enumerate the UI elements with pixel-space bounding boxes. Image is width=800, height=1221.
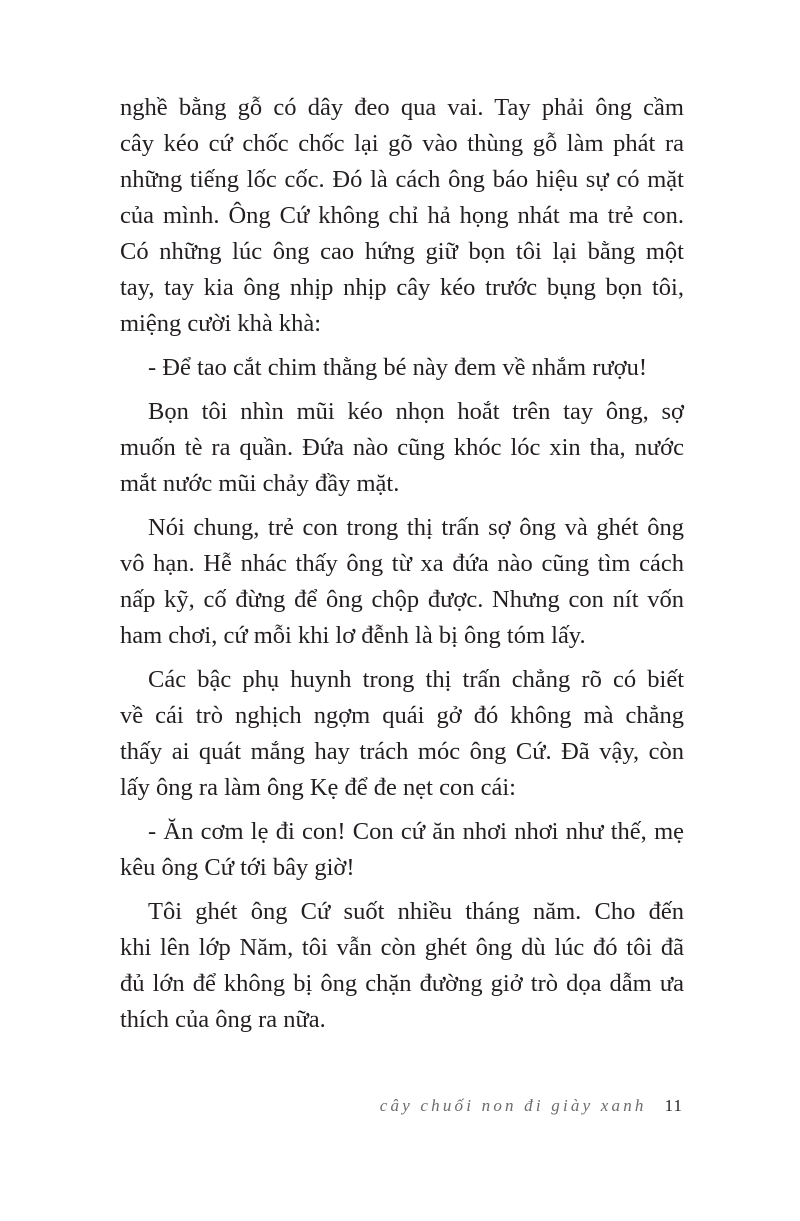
text-line: Bọn tôi nhìn mũi kéo nhọn hoắt trên tay ông, sợ bbox=[148, 398, 684, 425]
text-line: những tiếng lốc cốc. Đó là cách ông báo hiệu sự có mặt bbox=[120, 166, 684, 193]
text-line: của mình. Ông Cứ không chỉ hả họng nhát ma trẻ con. bbox=[120, 202, 684, 229]
page-number: 11 bbox=[664, 1096, 683, 1115]
text-line: muốn tè ra quần. Đứa nào cũng khóc lóc xin tha, nước bbox=[120, 434, 684, 461]
paragraph bbox=[120, 662, 684, 806]
text-line: Có những lúc ông cao hứng giữ bọn tôi lại bằng một bbox=[120, 238, 684, 265]
paragraph bbox=[120, 894, 684, 1038]
running-footer bbox=[380, 1096, 683, 1116]
text-line: đủ lớn để không bị ông chặn đường giở trò dọa dẫm ưa bbox=[120, 970, 684, 997]
text-line: vô hạn. Hễ nhác thấy ông từ xa đứa nào cũng tìm cách bbox=[120, 550, 684, 577]
text-line: nghề bằng gỗ có dây đeo qua vai. Tay phải ông cầm bbox=[120, 94, 684, 121]
text-line: lấy ông ra làm ông Kẹ để đe nẹt con cái: bbox=[120, 774, 516, 801]
text-line: thích của ông ra nữa. bbox=[120, 1006, 326, 1033]
paragraph bbox=[120, 350, 684, 386]
paragraph bbox=[120, 394, 684, 502]
footer-book-title: cây chuối non đi giày xanh bbox=[379, 1096, 647, 1115]
paragraph bbox=[120, 510, 684, 654]
text-line: về cái trò nghịch ngợm quái gở đó không mà chẳng bbox=[120, 702, 684, 729]
text-line: kêu ông Cứ tới bây giờ! bbox=[120, 854, 355, 881]
text-line: nấp kỹ, cố đừng để ông chộp được. Nhưng con nít vốn bbox=[120, 586, 684, 613]
text-line: - Để tao cắt chim thằng bé này đem về nhắm rượu! bbox=[148, 354, 648, 381]
text-line: miệng cười khà khà: bbox=[120, 310, 322, 337]
text-line: Nói chung, trẻ con trong thị trấn sợ ông và ghét ông bbox=[148, 514, 684, 541]
text-line: ham chơi, cứ mỗi khi lơ đễnh là bị ông tóm lấy. bbox=[120, 622, 586, 649]
text-line: Tôi ghét ông Cứ suốt nhiều tháng năm. Cho đến bbox=[148, 898, 684, 925]
paragraph bbox=[120, 90, 684, 342]
page-body bbox=[120, 90, 684, 1046]
text-line: - Ăn cơm lẹ đi con! Con cứ ăn nhơi nhơi như thế, mẹ bbox=[148, 818, 684, 845]
paragraph bbox=[120, 814, 684, 886]
text-line: cây kéo cứ chốc chốc lại gõ vào thùng gỗ làm phát ra bbox=[120, 130, 684, 157]
text-line: thấy ai quát mắng hay trách móc ông Cứ. Đã vậy, còn bbox=[120, 738, 684, 765]
text-line: mắt nước mũi chảy đầy mặt. bbox=[120, 470, 400, 497]
text-line: Các bậc phụ huynh trong thị trấn chẳng rõ có biết bbox=[148, 666, 684, 693]
text-line: khi lên lớp Năm, tôi vẫn còn ghét ông dù lúc đó tôi đã bbox=[120, 934, 684, 961]
text-line: tay, tay kia ông nhịp nhịp cây kéo trước bụng bọn tôi, bbox=[120, 274, 684, 301]
